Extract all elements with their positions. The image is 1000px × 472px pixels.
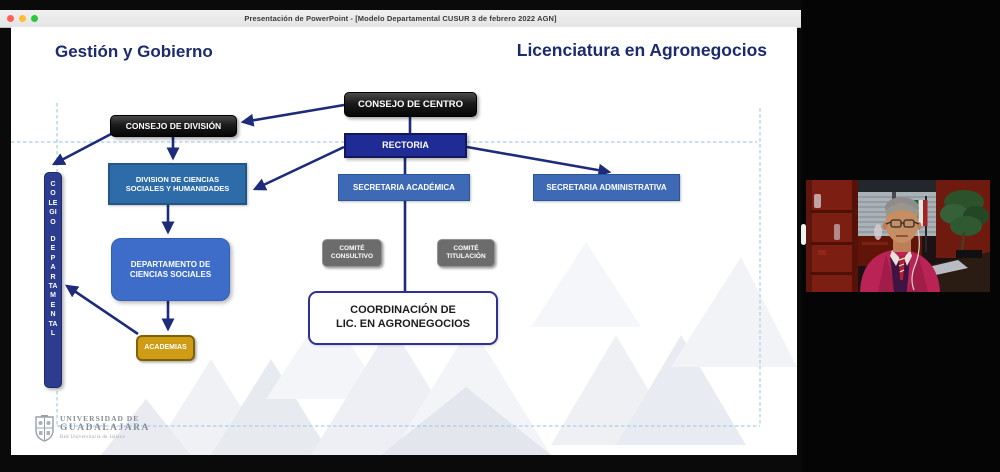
org-box-secretaria-administrativa — [533, 174, 680, 201]
coordinacion-line1: COORDINACIÓN DE — [350, 304, 456, 317]
panel-resize-handle[interactable] — [801, 224, 806, 245]
close-button[interactable] — [7, 15, 14, 22]
departamento-label-line1: DEPARTAMENTO DE — [130, 259, 211, 269]
window-titlebar — [0, 10, 801, 28]
rectoria-label: RECTORIA — [382, 139, 429, 150]
org-box-academias — [136, 335, 195, 361]
participant-video-feed — [806, 180, 990, 292]
comite-titulacion-line2: TITULACIÓN — [446, 253, 486, 260]
participant-video[interactable] — [806, 180, 990, 292]
departamental-word: DEPARTAMENTAL — [48, 236, 58, 338]
org-box-consejo-de-division — [110, 115, 237, 137]
consejo-centro-label: CONSEJO DE CENTRO — [357, 98, 464, 110]
division-label-line2: SOCIALES Y HUMANIDADES — [125, 184, 230, 193]
academias-label: ACADEMIAS — [144, 343, 187, 351]
shared-slide — [11, 27, 797, 455]
org-box-coordinacion-agronegocios — [308, 291, 498, 345]
consejo-division-label: CONSEJO DE DIVISIÓN — [125, 120, 222, 131]
logo-line3: Red Universitaria de Jalisco — [60, 434, 126, 440]
comite-consultivo-line1: COMITÉ — [339, 244, 365, 252]
window-controls — [7, 15, 38, 22]
logo-line2: GUADALAJARA — [60, 423, 150, 434]
secretaria-academica-label: SECRETARIA ACADÉMICA — [353, 182, 455, 192]
minimize-button[interactable] — [19, 15, 26, 22]
heading-gestion-gobierno: Gestión y Gobierno — [55, 42, 213, 61]
secretaria-administrativa-label: SECRETARIA ADMINISTRATIVA — [546, 182, 667, 192]
heading-licenciatura: Licenciatura en Agronegocios — [516, 40, 767, 60]
logo-line1: UNIVERSIDAD DE — [60, 414, 140, 423]
university-logo — [33, 415, 150, 443]
org-box-consejo-de-centro — [344, 92, 477, 117]
coordinacion-line2: LIC. EN AGRONEGOCIOS — [335, 318, 471, 330]
org-box-rectoria — [344, 133, 467, 158]
division-label-line1: DIVISION DE CIENCIAS — [135, 174, 220, 184]
window-title: Presentación de PowerPoint - [Modelo Departamental CUSUR 3 de febrero 2022 AGN] — [244, 14, 557, 23]
org-box-departamento-ciencias-sociales — [111, 238, 230, 301]
org-box-secretaria-academica — [338, 174, 470, 201]
comite-titulacion-line1: COMITÉ — [453, 244, 479, 252]
comite-consultivo-line2: CONSULTIVO — [330, 253, 374, 260]
org-box-comite-titulacion — [437, 239, 495, 267]
university-crest-icon — [33, 415, 56, 443]
zoom-button[interactable] — [31, 15, 38, 22]
org-box-comite-consultivo — [322, 239, 382, 267]
departamento-label-line2: CIENCIAS SOCIALES — [129, 269, 212, 279]
colegio-word: COLEGIO — [48, 181, 58, 226]
org-box-colegio-departamental — [44, 172, 62, 388]
org-box-division-ciencias — [108, 163, 247, 205]
